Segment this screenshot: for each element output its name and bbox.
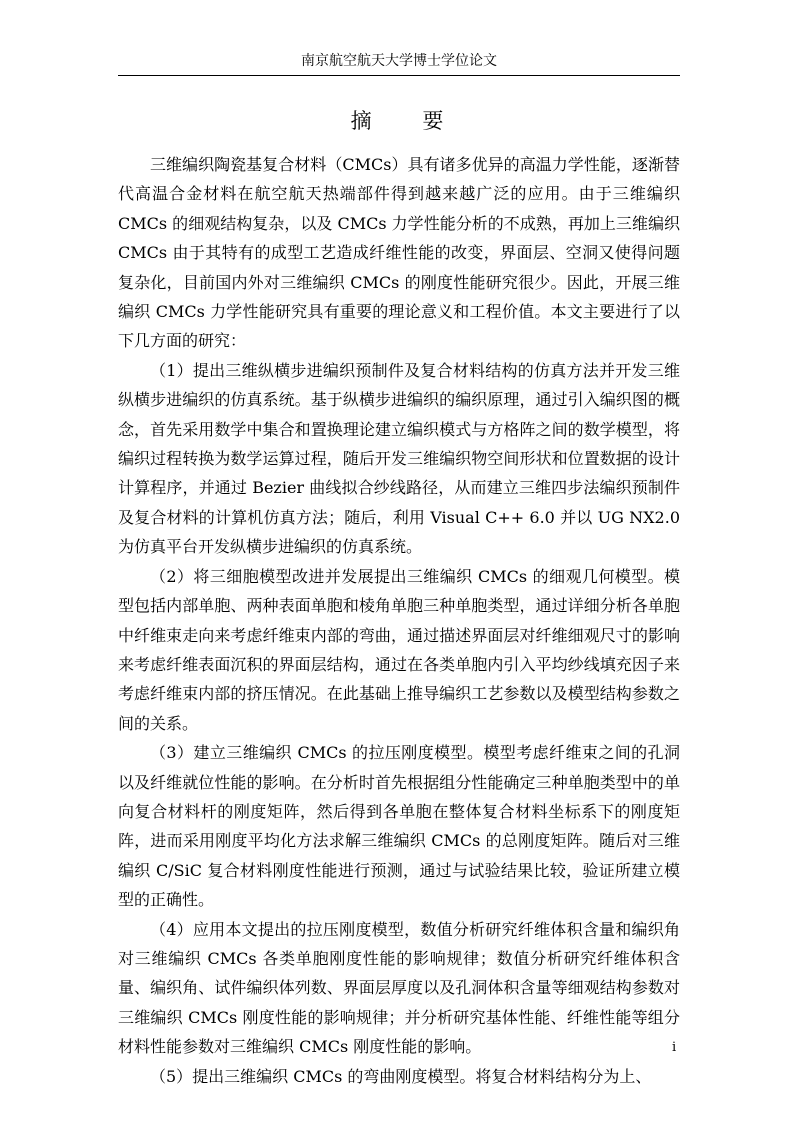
abstract-heading: 摘 要 [350,109,466,133]
abstract-paragraph: （5）提出三维编织 CMCs 的弯曲刚度模型。将复合材料结构分为上、 [150,1066,652,1086]
abstract-paragraph: （2）将三细胞模型改进并发展提出三维编织 CMCs 的细观几何模型。模型包括内部单胞、两种表面单胞和棱角单胞三种单胞类型，通过详细分析各单胞中纤维束走向来考虑纤维束内部的弯曲，通过描述界面层对纤维细观尺寸的影响来考虑纤维表面沉积的界面层结构，通过在各类单胞内引入平均纱线填充因子来考虑纤维束内部的挤压情况。在此基础上推导编织工艺参数以及模型结构参数之间的关系。 [118,566,680,733]
abstract-body [118,150,680,1091]
running-header: 南京航空航天大学博士学位论文 [301,53,497,69]
abstract-paragraph: 三维编织陶瓷基复合材料（CMCs）具有诸多优异的高温力学性能，逐渐替代高温合金材料在航空航天热端部件得到越来越广泛的应用。由于三维编织 CMCs 的细观结构复杂，以及 CMCs 力学性能分析的不成熟，再加上三维编织 CMCs 由于其特有的成型工艺造成纤维性能的改变，界面层、空洞又使得问题复杂化，目前国内外对三维编织 CMCs 的刚度性能研究很少。因此，开展三维编织 CMCs 力学性能研究具有重要的理论意义和工程价值。本文主要进行了以下几方面的研究： [118,155,680,351]
abstract-paragraph: （1）提出三维纵横步进编织预制件及复合材料结构的仿真方法并开发三维纵横步进编织的仿真系统。基于纵横步进编织的编织原理，通过引入编织图的概念，首先采用数学中集合和置换理论建立编织模式与方格阵之间的数学模型，将编织过程转换为数学运算过程，随后开发三维编织物空间形状和位置数据的设计计算程序，并通过 Bezier 曲线拟合纱线路径，从而建立三维四步法编织预制件及复合材料的计算机仿真方法；随后，利用 Visual C++ 6.0 并以 UG NX2.0 为仿真平台开发纵横步进编织的仿真系统。 [118,360,680,557]
abstract-paragraph: （4）应用本文提出的拉压刚度模型，数值分析研究纤维体积含量和编织角对三维编织 CMCs 各类单胞刚度性能的影响规律；数值分析研究纤维体积含量、编织角、试件编织体列数、界面层厚度以及孔洞体积含量等细观结构参数对三维编织 CMCs 刚度性能的影响规律；并分析研究基体性能、纤维性能等组分材料性能参数对三维编织 CMCs 刚度性能的影响。 [118,919,680,1057]
header-rule [118,75,680,76]
page-number: i [672,1040,677,1055]
abstract-paragraph: （3）建立三维编织 CMCs 的拉压刚度模型。模型考虑纤维束之间的孔洞以及纤维就位性能的影响。在分析时首先根据组分性能确定三种单胞类型中的单向复合材料杆的刚度矩阵，然后得到各单胞在整体复合材料坐标系下的刚度矩阵，进而采用刚度平均化方法求解三维编织 CMCs 的总刚度矩阵。随后对三维编织 C/SiC 复合材料刚度性能进行预测，通过与试验结果比较，验证所建立模型的正确性。 [118,743,680,910]
